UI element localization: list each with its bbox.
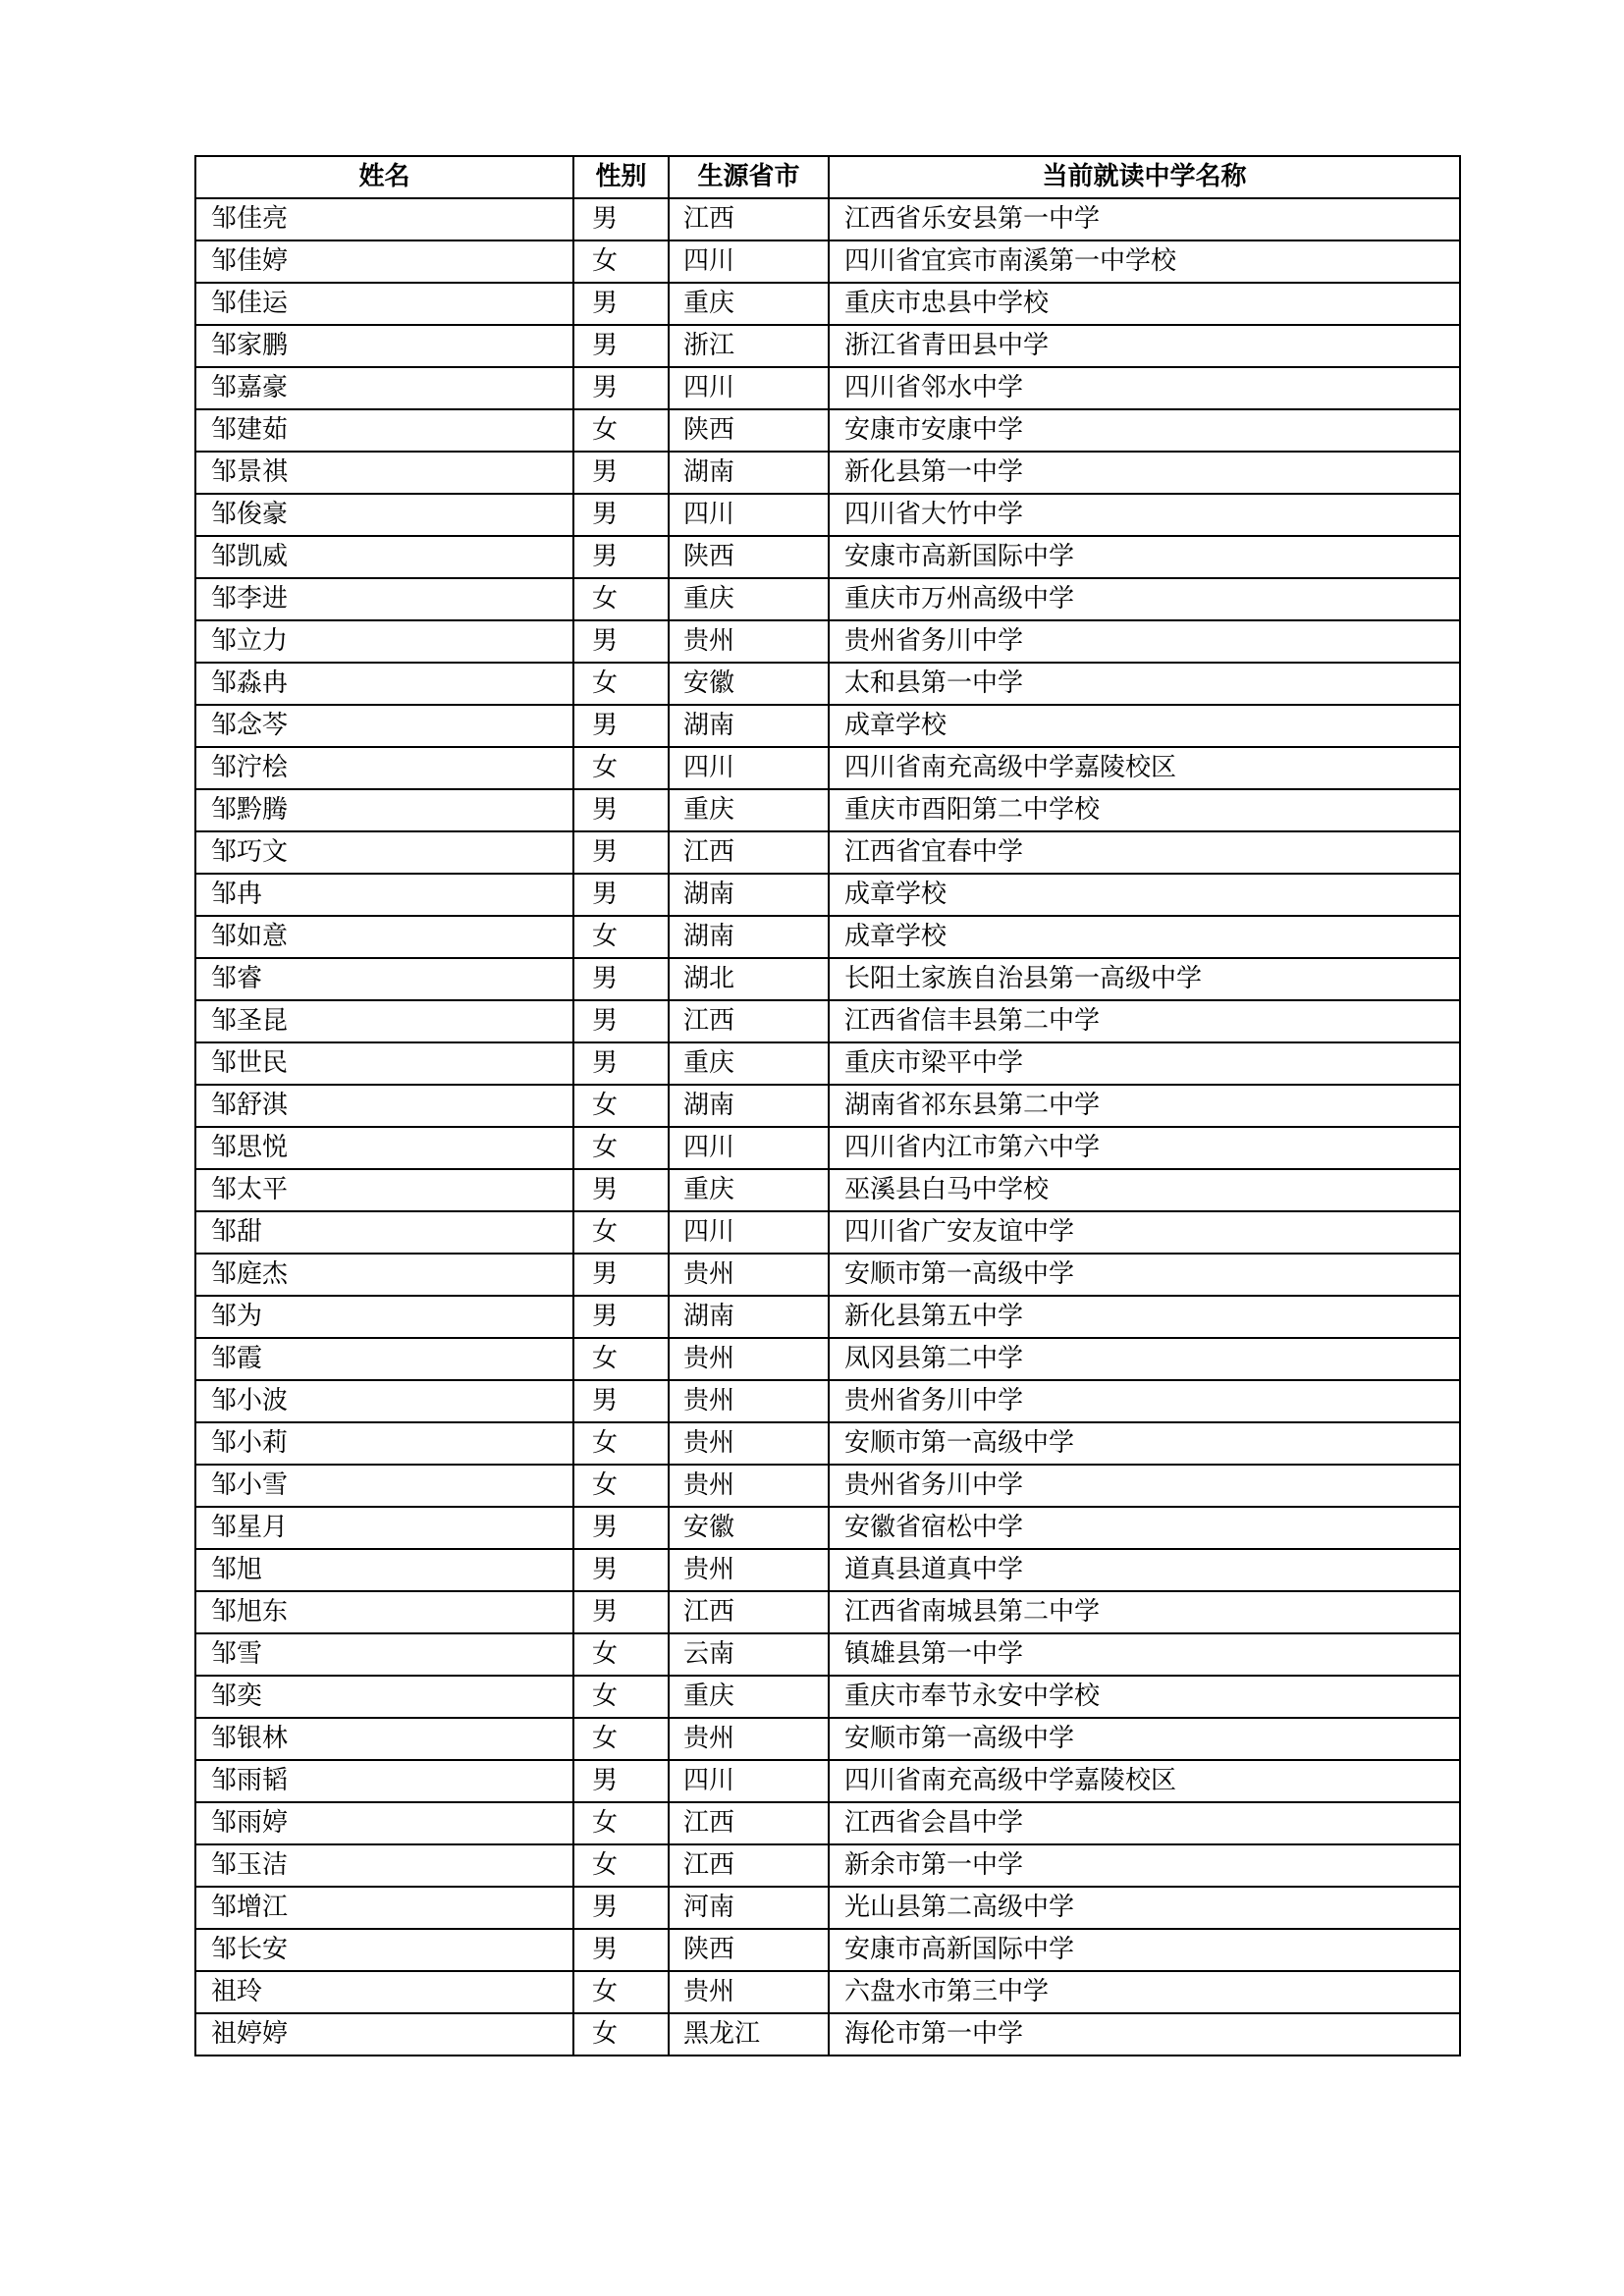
table-row <box>195 2013 1460 2056</box>
cell-gender: 女 <box>573 916 669 958</box>
cell-school: 四川省大竹中学 <box>829 494 1460 536</box>
cell-name: 邹巧文 <box>195 831 573 874</box>
cell-gender: 男 <box>573 1254 669 1296</box>
cell-gender: 男 <box>573 1296 669 1338</box>
cell-gender: 女 <box>573 1718 669 1760</box>
cell-province: 重庆 <box>669 789 829 831</box>
cell-school: 太和县第一中学 <box>829 663 1460 705</box>
cell-province: 贵州 <box>669 1465 829 1507</box>
table-row <box>195 536 1460 578</box>
cell-school: 安顺市第一高级中学 <box>829 1422 1460 1465</box>
cell-school: 安顺市第一高级中学 <box>829 1718 1460 1760</box>
table-row <box>195 958 1460 1000</box>
cell-gender: 男 <box>573 536 669 578</box>
cell-school: 贵州省务川中学 <box>829 1380 1460 1422</box>
cell-name: 邹旭 <box>195 1549 573 1591</box>
table-row <box>195 1422 1460 1465</box>
cell-school: 光山县第二高级中学 <box>829 1887 1460 1929</box>
cell-name: 邹太平 <box>195 1169 573 1211</box>
cell-gender: 女 <box>573 1422 669 1465</box>
cell-gender: 女 <box>573 1633 669 1676</box>
cell-school: 湖南省祁东县第二中学 <box>829 1085 1460 1127</box>
cell-province: 四川 <box>669 1211 829 1254</box>
cell-school: 成章学校 <box>829 916 1460 958</box>
cell-province: 贵州 <box>669 1549 829 1591</box>
cell-province: 重庆 <box>669 1169 829 1211</box>
cell-gender: 男 <box>573 1000 669 1042</box>
cell-gender: 男 <box>573 1760 669 1802</box>
cell-school: 重庆市忠县中学校 <box>829 283 1460 325</box>
cell-gender: 男 <box>573 1169 669 1211</box>
cell-school: 安康市高新国际中学 <box>829 1929 1460 1971</box>
table-row <box>195 1929 1460 1971</box>
cell-name: 邹小波 <box>195 1380 573 1422</box>
cell-name: 邹雨婷 <box>195 1802 573 1844</box>
cell-name: 邹念芩 <box>195 705 573 747</box>
cell-gender: 女 <box>573 1802 669 1844</box>
cell-gender: 女 <box>573 747 669 789</box>
cell-school: 重庆市奉节永安中学校 <box>829 1676 1460 1718</box>
cell-name: 邹佳运 <box>195 283 573 325</box>
cell-gender: 男 <box>573 958 669 1000</box>
cell-province: 江西 <box>669 831 829 874</box>
cell-gender: 男 <box>573 283 669 325</box>
table-header <box>195 156 1460 198</box>
table-row <box>195 409 1460 452</box>
cell-gender: 男 <box>573 874 669 916</box>
cell-school: 安康市高新国际中学 <box>829 536 1460 578</box>
table-row <box>195 1085 1460 1127</box>
cell-name: 邹佳亮 <box>195 198 573 240</box>
cell-province: 四川 <box>669 240 829 283</box>
cell-name: 邹霞 <box>195 1338 573 1380</box>
cell-school: 四川省南充高级中学嘉陵校区 <box>829 747 1460 789</box>
cell-gender: 男 <box>573 1887 669 1929</box>
cell-gender: 男 <box>573 494 669 536</box>
table-row <box>195 1211 1460 1254</box>
cell-gender: 女 <box>573 1211 669 1254</box>
table-row <box>195 1042 1460 1085</box>
cell-gender: 男 <box>573 1591 669 1633</box>
cell-name: 邹为 <box>195 1296 573 1338</box>
table-row <box>195 198 1460 240</box>
table-row <box>195 1465 1460 1507</box>
cell-school: 长阳土家族自治县第一高级中学 <box>829 958 1460 1000</box>
cell-school: 浙江省青田县中学 <box>829 325 1460 367</box>
cell-gender: 女 <box>573 1844 669 1887</box>
table-body <box>195 198 1460 2056</box>
cell-school: 新化县第一中学 <box>829 452 1460 494</box>
cell-name: 邹建茹 <box>195 409 573 452</box>
table-row <box>195 1971 1460 2013</box>
cell-province: 湖南 <box>669 705 829 747</box>
cell-gender: 男 <box>573 1507 669 1549</box>
cell-province: 四川 <box>669 1760 829 1802</box>
cell-gender: 女 <box>573 1127 669 1169</box>
table-row <box>195 1633 1460 1676</box>
cell-name: 祖婷婷 <box>195 2013 573 2056</box>
cell-province: 四川 <box>669 367 829 409</box>
table-row <box>195 705 1460 747</box>
table-row <box>195 1844 1460 1887</box>
cell-school: 江西省会昌中学 <box>829 1802 1460 1844</box>
cell-gender: 男 <box>573 1929 669 1971</box>
table-row <box>195 1169 1460 1211</box>
cell-name: 邹黔腾 <box>195 789 573 831</box>
cell-gender: 男 <box>573 620 669 663</box>
cell-name: 邹李进 <box>195 578 573 620</box>
cell-name: 邹庭杰 <box>195 1254 573 1296</box>
cell-gender: 男 <box>573 831 669 874</box>
cell-school: 贵州省务川中学 <box>829 620 1460 663</box>
cell-province: 四川 <box>669 494 829 536</box>
table-row <box>195 452 1460 494</box>
cell-province: 贵州 <box>669 1338 829 1380</box>
cell-province: 四川 <box>669 747 829 789</box>
table-row <box>195 916 1460 958</box>
header-row <box>195 156 1460 198</box>
cell-school: 六盘水市第三中学 <box>829 1971 1460 2013</box>
cell-name: 邹思悦 <box>195 1127 573 1169</box>
cell-province: 湖南 <box>669 916 829 958</box>
cell-name: 邹银林 <box>195 1718 573 1760</box>
cell-name: 邹嘉豪 <box>195 367 573 409</box>
cell-province: 河南 <box>669 1887 829 1929</box>
cell-province: 湖北 <box>669 958 829 1000</box>
cell-school: 新化县第五中学 <box>829 1296 1460 1338</box>
table-row <box>195 831 1460 874</box>
cell-school: 江西省信丰县第二中学 <box>829 1000 1460 1042</box>
cell-province: 湖南 <box>669 1085 829 1127</box>
cell-name: 邹雪 <box>195 1633 573 1676</box>
cell-school: 江西省宜春中学 <box>829 831 1460 874</box>
cell-name: 邹佳婷 <box>195 240 573 283</box>
header-province: 生源省市 <box>669 156 829 198</box>
cell-gender: 男 <box>573 1549 669 1591</box>
table-row <box>195 578 1460 620</box>
cell-gender: 女 <box>573 578 669 620</box>
header-school: 当前就读中学名称 <box>829 156 1460 198</box>
cell-province: 江西 <box>669 1591 829 1633</box>
cell-school: 成章学校 <box>829 874 1460 916</box>
cell-province: 湖南 <box>669 874 829 916</box>
table-row <box>195 1000 1460 1042</box>
cell-name: 邹泞桧 <box>195 747 573 789</box>
cell-name: 邹如意 <box>195 916 573 958</box>
cell-gender: 女 <box>573 2013 669 2056</box>
table-row <box>195 1718 1460 1760</box>
cell-province: 云南 <box>669 1633 829 1676</box>
table-row <box>195 1760 1460 1802</box>
cell-name: 邹凯威 <box>195 536 573 578</box>
cell-school: 重庆市梁平中学 <box>829 1042 1460 1085</box>
table-row <box>195 620 1460 663</box>
cell-province: 陕西 <box>669 1929 829 1971</box>
cell-province: 江西 <box>669 1000 829 1042</box>
table-row <box>195 1338 1460 1380</box>
cell-province: 浙江 <box>669 325 829 367</box>
cell-name: 邹雨韬 <box>195 1760 573 1802</box>
table-row <box>195 1507 1460 1549</box>
cell-school: 四川省南充高级中学嘉陵校区 <box>829 1760 1460 1802</box>
cell-gender: 女 <box>573 409 669 452</box>
header-name: 姓名 <box>195 156 573 198</box>
cell-school: 四川省邻水中学 <box>829 367 1460 409</box>
table-row <box>195 367 1460 409</box>
cell-province: 重庆 <box>669 1042 829 1085</box>
table-row <box>195 1296 1460 1338</box>
table-row <box>195 874 1460 916</box>
cell-province: 陕西 <box>669 536 829 578</box>
cell-province: 重庆 <box>669 283 829 325</box>
table-row <box>195 283 1460 325</box>
header-gender: 性别 <box>573 156 669 198</box>
cell-gender: 男 <box>573 325 669 367</box>
cell-gender: 女 <box>573 1971 669 2013</box>
cell-province: 贵州 <box>669 1718 829 1760</box>
cell-school: 安康市安康中学 <box>829 409 1460 452</box>
cell-school: 重庆市酉阳第二中学校 <box>829 789 1460 831</box>
cell-province: 贵州 <box>669 620 829 663</box>
cell-school: 贵州省务川中学 <box>829 1465 1460 1507</box>
cell-gender: 男 <box>573 705 669 747</box>
cell-province: 贵州 <box>669 1422 829 1465</box>
cell-name: 邹睿 <box>195 958 573 1000</box>
cell-name: 邹冉 <box>195 874 573 916</box>
cell-name: 邹玉洁 <box>195 1844 573 1887</box>
cell-province: 重庆 <box>669 1676 829 1718</box>
cell-name: 邹小雪 <box>195 1465 573 1507</box>
cell-name: 邹舒淇 <box>195 1085 573 1127</box>
cell-name: 邹长安 <box>195 1929 573 1971</box>
cell-gender: 女 <box>573 240 669 283</box>
cell-province: 陕西 <box>669 409 829 452</box>
cell-school: 江西省南城县第二中学 <box>829 1591 1460 1633</box>
cell-name: 邹增江 <box>195 1887 573 1929</box>
cell-name: 邹俊豪 <box>195 494 573 536</box>
cell-gender: 男 <box>573 1042 669 1085</box>
cell-gender: 女 <box>573 1676 669 1718</box>
student-roster-table <box>194 155 1461 2056</box>
cell-gender: 女 <box>573 1465 669 1507</box>
table-row <box>195 240 1460 283</box>
cell-school: 镇雄县第一中学 <box>829 1633 1460 1676</box>
cell-school: 成章学校 <box>829 705 1460 747</box>
cell-school: 道真县道真中学 <box>829 1549 1460 1591</box>
cell-school: 安徽省宿松中学 <box>829 1507 1460 1549</box>
table-row <box>195 325 1460 367</box>
cell-school: 巫溪县白马中学校 <box>829 1169 1460 1211</box>
table-row <box>195 1591 1460 1633</box>
cell-province: 湖南 <box>669 452 829 494</box>
table-row <box>195 1802 1460 1844</box>
cell-name: 邹世民 <box>195 1042 573 1085</box>
cell-name: 邹景祺 <box>195 452 573 494</box>
table-row <box>195 1676 1460 1718</box>
cell-province: 贵州 <box>669 1254 829 1296</box>
cell-school: 四川省宜宾市南溪第一中学校 <box>829 240 1460 283</box>
cell-name: 邹旭东 <box>195 1591 573 1633</box>
cell-province: 江西 <box>669 1802 829 1844</box>
cell-name: 邹家鹏 <box>195 325 573 367</box>
cell-gender: 男 <box>573 198 669 240</box>
table-row <box>195 1380 1460 1422</box>
cell-province: 贵州 <box>669 1971 829 2013</box>
cell-name: 邹淼冉 <box>195 663 573 705</box>
cell-province: 重庆 <box>669 578 829 620</box>
table-row <box>195 494 1460 536</box>
table-row <box>195 663 1460 705</box>
table-row <box>195 1254 1460 1296</box>
cell-school: 四川省广安友谊中学 <box>829 1211 1460 1254</box>
cell-province: 安徽 <box>669 663 829 705</box>
cell-gender: 男 <box>573 1380 669 1422</box>
cell-school: 凤冈县第二中学 <box>829 1338 1460 1380</box>
cell-gender: 男 <box>573 452 669 494</box>
cell-name: 邹奕 <box>195 1676 573 1718</box>
cell-province: 四川 <box>669 1127 829 1169</box>
cell-school: 重庆市万州高级中学 <box>829 578 1460 620</box>
table-row <box>195 1127 1460 1169</box>
cell-school: 海伦市第一中学 <box>829 2013 1460 2056</box>
cell-school: 新余市第一中学 <box>829 1844 1460 1887</box>
cell-province: 黑龙江 <box>669 2013 829 2056</box>
cell-province: 江西 <box>669 198 829 240</box>
cell-name: 邹星月 <box>195 1507 573 1549</box>
cell-province: 湖南 <box>669 1296 829 1338</box>
table-row <box>195 1549 1460 1591</box>
cell-school: 江西省乐安县第一中学 <box>829 198 1460 240</box>
table-row <box>195 1887 1460 1929</box>
cell-gender: 男 <box>573 367 669 409</box>
cell-province: 安徽 <box>669 1507 829 1549</box>
cell-province: 江西 <box>669 1844 829 1887</box>
cell-gender: 女 <box>573 663 669 705</box>
cell-name: 祖玲 <box>195 1971 573 2013</box>
cell-name: 邹小莉 <box>195 1422 573 1465</box>
table-row <box>195 789 1460 831</box>
cell-province: 贵州 <box>669 1380 829 1422</box>
cell-gender: 女 <box>573 1338 669 1380</box>
cell-name: 邹甜 <box>195 1211 573 1254</box>
cell-school: 安顺市第一高级中学 <box>829 1254 1460 1296</box>
cell-gender: 男 <box>573 789 669 831</box>
cell-school: 四川省内江市第六中学 <box>829 1127 1460 1169</box>
table-row <box>195 747 1460 789</box>
cell-name: 邹圣昆 <box>195 1000 573 1042</box>
cell-gender: 女 <box>573 1085 669 1127</box>
cell-name: 邹立力 <box>195 620 573 663</box>
